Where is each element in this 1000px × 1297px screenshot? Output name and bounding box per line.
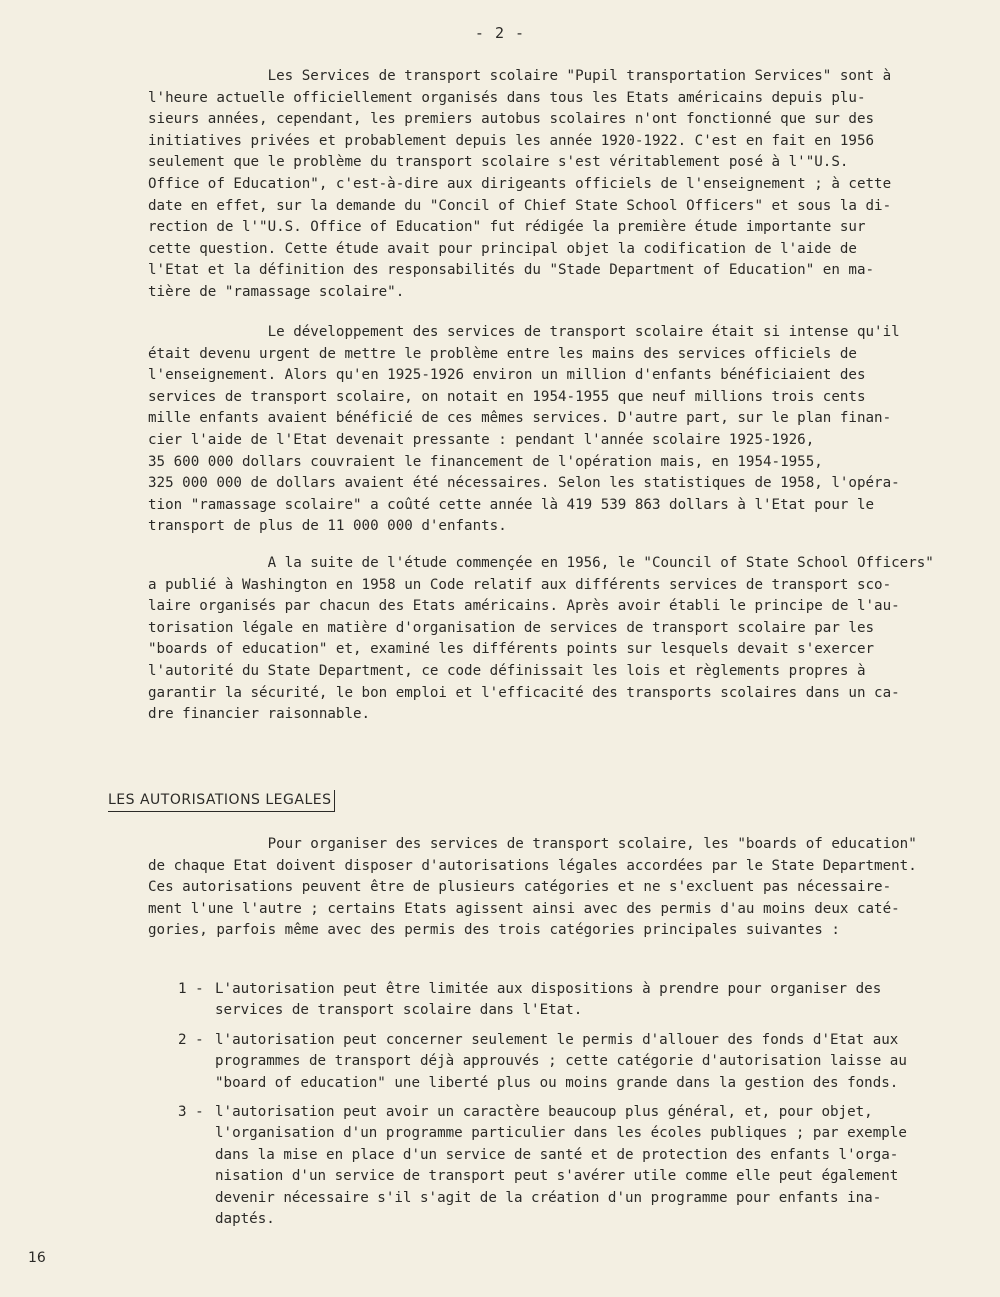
text-line: tière de "ramassage scolaire". bbox=[148, 283, 405, 300]
paragraph-1 bbox=[148, 66, 948, 304]
text-line: daptés. bbox=[215, 1211, 275, 1228]
text-line: l'Etat et la définition des responsabilités du "Stade Department of Education" en ma- bbox=[148, 262, 875, 279]
text-line: services de transport scolaire dans l'Etat. bbox=[215, 1002, 583, 1019]
text-line: l'autorité du State Department, ce code définissait les lois et règlements propres à bbox=[148, 662, 866, 679]
text-line: tion "ramassage scolaire" a coûté cette année là 419 539 863 dollars à l'Etat pour le bbox=[148, 496, 875, 513]
text-line: Office of Education", c'est-à-dire aux dirigeants officiels de l'enseignement ; à cette bbox=[148, 175, 892, 192]
text-line: garantir la sécurité, le bon emploi et l'efficacité des transports scolaires dans un ca- bbox=[148, 684, 900, 701]
text-line: rection de l'"U.S. Office of Education" fut rédigée la première étude importante sur bbox=[148, 219, 866, 236]
text-line: 325 000 000 de dollars avaient été nécessaires. Selon les statistiques de 1958, l'opéra- bbox=[148, 475, 900, 492]
list-item-number: 3 - bbox=[178, 1104, 204, 1121]
paragraph-3 bbox=[148, 553, 948, 726]
text-line: services de transport scolaire, on notait en 1954-1955 que neuf millions trois cents bbox=[148, 388, 866, 405]
text-line: Ces autorisations peuvent être de plusieurs catégories et ne s'excluent pas nécessaire- bbox=[148, 879, 892, 896]
text-line: devenir nécessaire s'il s'agit de la création d'un programme pour enfants ina- bbox=[215, 1189, 882, 1206]
text-line: de chaque Etat doivent disposer d'autorisations légales accordées par le State Department. bbox=[148, 857, 917, 874]
text-line: Le développement des services de transport scolaire était si intense qu'il bbox=[148, 324, 900, 340]
text-line: seulement que le problème du transport scolaire s'est véritablement posé à l'"U.S. bbox=[148, 154, 849, 171]
list-item-number: 2 - bbox=[178, 1031, 204, 1048]
text-line: dre financier raisonnable. bbox=[148, 706, 371, 723]
text-line: initiatives privées et probablement depuis les année 1920-1922. C'est en fait en 1956 bbox=[148, 132, 875, 149]
text-line: l'organisation d'un programme particulier dans les écoles publiques ; par exemple bbox=[215, 1125, 907, 1142]
text-line: 35 600 000 dollars couvraient le financement de l'opération mais, en 1954-1955, bbox=[148, 453, 823, 470]
text-line: l'autorisation peut avoir un caractère beaucoup plus général, et, pour objet, bbox=[215, 1104, 873, 1121]
text-line: était devenu urgent de mettre le problème entre les mains des services officiels de bbox=[148, 345, 857, 362]
folio-number: 16 bbox=[28, 1250, 46, 1266]
list-item bbox=[178, 979, 948, 1022]
section-heading: LES AUTORISATIONS LEGALES bbox=[108, 790, 335, 812]
text-line: date en effet, sur la demande du "Concil of Chief State School Officers" et sous la di- bbox=[148, 197, 892, 214]
text-line: l'heure actuelle officiellement organisés dans tous les Etats américains depuis plu- bbox=[148, 89, 866, 106]
text-line: gories, parfois même avec des permis des trois catégories principales suivantes : bbox=[148, 922, 840, 939]
page-number: - 2 - bbox=[474, 24, 526, 42]
text-line: dans la mise en place d'un service de santé et de protection des enfants l'orga- bbox=[215, 1146, 899, 1163]
numbered-list bbox=[178, 979, 948, 1238]
text-line: "board of education" une liberté plus ou moins grande dans la gestion des fonds. bbox=[215, 1074, 899, 1091]
text-line: cier l'aide de l'Etat devenait pressante : pendant l'année scolaire 1925-1926, bbox=[148, 431, 815, 448]
text-line: transport de plus de 11 000 000 d'enfants. bbox=[148, 518, 507, 535]
text-line: Les Services de transport scolaire "Pupil transportation Services" sont à bbox=[148, 68, 892, 84]
text-line: L'autorisation peut être limitée aux dispositions à prendre pour organiser des bbox=[215, 981, 882, 997]
text-line: A la suite de l'étude commençée en 1956, le "Council of State School Officers" bbox=[148, 555, 934, 571]
text-line: nisation d'un service de transport peut s'avérer utile comme elle peut également bbox=[215, 1168, 899, 1185]
text-line: mille enfants avaient bénéficié de ces mêmes services. D'autre part, sur le plan finan- bbox=[148, 410, 892, 427]
list-item bbox=[178, 1102, 948, 1230]
text-line: laire organisés par chacun des Etats américains. Après avoir établi le principe de l'au- bbox=[148, 598, 900, 615]
text-line: a publié à Washington en 1958 un Code relatif aux différents services de transport sco- bbox=[148, 576, 892, 593]
text-line: l'autorisation peut concerner seulement le permis d'allouer des fonds d'Etat aux bbox=[215, 1031, 899, 1048]
text-line: cette question. Cette étude avait pour principal objet la codification de l'aide de bbox=[148, 240, 857, 257]
paragraph-2 bbox=[148, 322, 948, 538]
text-line: Pour organiser des services de transport scolaire, les "boards of education" bbox=[148, 836, 917, 852]
text-line: torisation légale en matière d'organisation de services de transport scolaire par les bbox=[148, 619, 875, 636]
paragraph-4 bbox=[148, 834, 948, 942]
text-line: ment l'une l'autre ; certains Etats agissent ainsi avec des permis d'au moins deux caté- bbox=[148, 900, 900, 917]
text-line: programmes de transport déjà approuvés ; cette catégorie d'autorisation laisse au bbox=[215, 1053, 907, 1070]
list-item bbox=[178, 1030, 948, 1094]
list-item-number: 1 - bbox=[178, 981, 204, 997]
text-line: sieurs années, cependant, les premiers autobus scolaires n'ont fonctionné que sur des bbox=[148, 111, 875, 128]
text-line: "boards of education" et, examiné les différents points sur lesquels devait s'exercer bbox=[148, 641, 875, 658]
text-line: l'enseignement. Alors qu'en 1925-1926 environ un million d'enfants bénéficiaient des bbox=[148, 367, 866, 384]
